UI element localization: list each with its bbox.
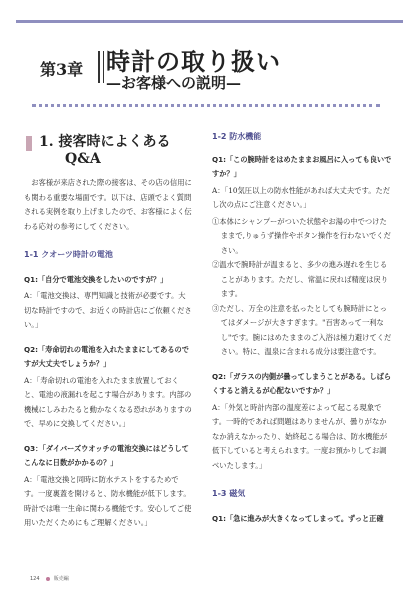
answer-1-1-1: A：「電池交換は、専門知識と技術が必要です。大切な時計ですので、お近くの時計店にご依頼ください。」: [24, 291, 192, 329]
section-1-1-heading: 1-1 クオーツ時計の電池: [24, 250, 113, 259]
section-1-title-line1: 1. 接客時によくある: [39, 134, 171, 150]
chapter-divider: [98, 51, 104, 83]
right-column: [212, 130, 392, 528]
question-1-1-1: Q1:「自分で電池交換をしたいのですが？」: [24, 274, 168, 284]
section-1-3-heading: 1-3 磁気: [212, 489, 246, 498]
note-1: ①本体にシャンプーがついた状態やお湯の中でつけたままで,りゅうず操作やボタン操作を行わないでください。: [212, 216, 391, 255]
dotted-rule: [32, 104, 380, 107]
note-3: ③ただし、万全の注意を払ったとしても腕時計にとってはダメージが大きすぎます。"百害あって一利なし"です。腕にはめたままのご入浴は極力避けてください。特に、温泉に含まれる成分は要注意です。: [212, 303, 392, 356]
section-1-2-heading: 1-2 防水機能: [212, 132, 262, 141]
question-1-2-2: Q2:「ガラスの内側が曇ってしまうことがある。しばらくすると消えるが心配ないですか？」: [212, 371, 392, 395]
question-1-2-1: Q1:「この腕時計をはめたままお風呂に入っても良いですか？」: [212, 154, 392, 178]
chapter-label: 第3章: [40, 60, 84, 79]
section-name: 販売編: [53, 576, 69, 582]
answer-1-1-3: A：「電池交換と同時に防水テストをするためです。一度裏蓋を開けると、防水機能が低下します。時計では唯一生命に関わる機能です。安心してご使用いただくためにもご理解ください。」: [24, 474, 192, 527]
top-rule: [16, 20, 403, 23]
chapter-title: 時計の取り扱い: [106, 47, 281, 76]
section-1-title-line2: Q&A: [65, 151, 101, 167]
page-number: 124: [30, 576, 40, 582]
section-1-title: [24, 134, 192, 168]
left-column: [24, 130, 192, 533]
note-2: ②温水で腕時計が温まると、多少の進み遅れを生じることがあります。ただし、常温に戻れば精度は戻ります。: [212, 260, 388, 298]
answer-1-2-1: A：「10気圧以上の防水性能があれば大丈夫です。ただし次の点にご注意ください。」: [212, 185, 391, 209]
question-1-1-2: Q2:「寿命切れの電池を入れたままにしてあるのですが大丈夫でしょうか？」: [24, 344, 189, 368]
page-footer: [30, 575, 69, 582]
answer-1-2-2: A：「外気と時計内部の温度差によって起こる現象です。一時的であれば問題はありませんが、曇りがなかなか消えなかったり、始終起こる場合は、防水機能が低下していると考えられます。一度お預かりしてお調べいたします。」: [212, 402, 388, 470]
question-1-3-1: Q1:「急に進みが大きくなってしまって。ずっと正確: [212, 513, 384, 523]
answer-1-1-2: A：「寿命切れの電池を入れたまま放置しておくと、電池の液漏れを起こす場合があります。内部の機械にしみわたると動かなくなる恐れがありますので、早めに交換してください。」: [24, 375, 192, 428]
question-1-1-3: Q3：「ダイバーズウオッチの電池交換にはどうしてこんなに日数がかかるの？」: [24, 443, 189, 467]
section-marker-icon: [26, 136, 32, 151]
chapter-subtitle: —お客様への説明—: [106, 74, 242, 92]
section-1-intro: お客様が来店された際の接客は、その店の信用にも関わる重要な場面です。以下は、店頭でよく質問される実例を取り上げましたので、お客様によく伝わる応対の参考にしてください。: [24, 178, 192, 231]
bullet-icon: [46, 577, 50, 581]
